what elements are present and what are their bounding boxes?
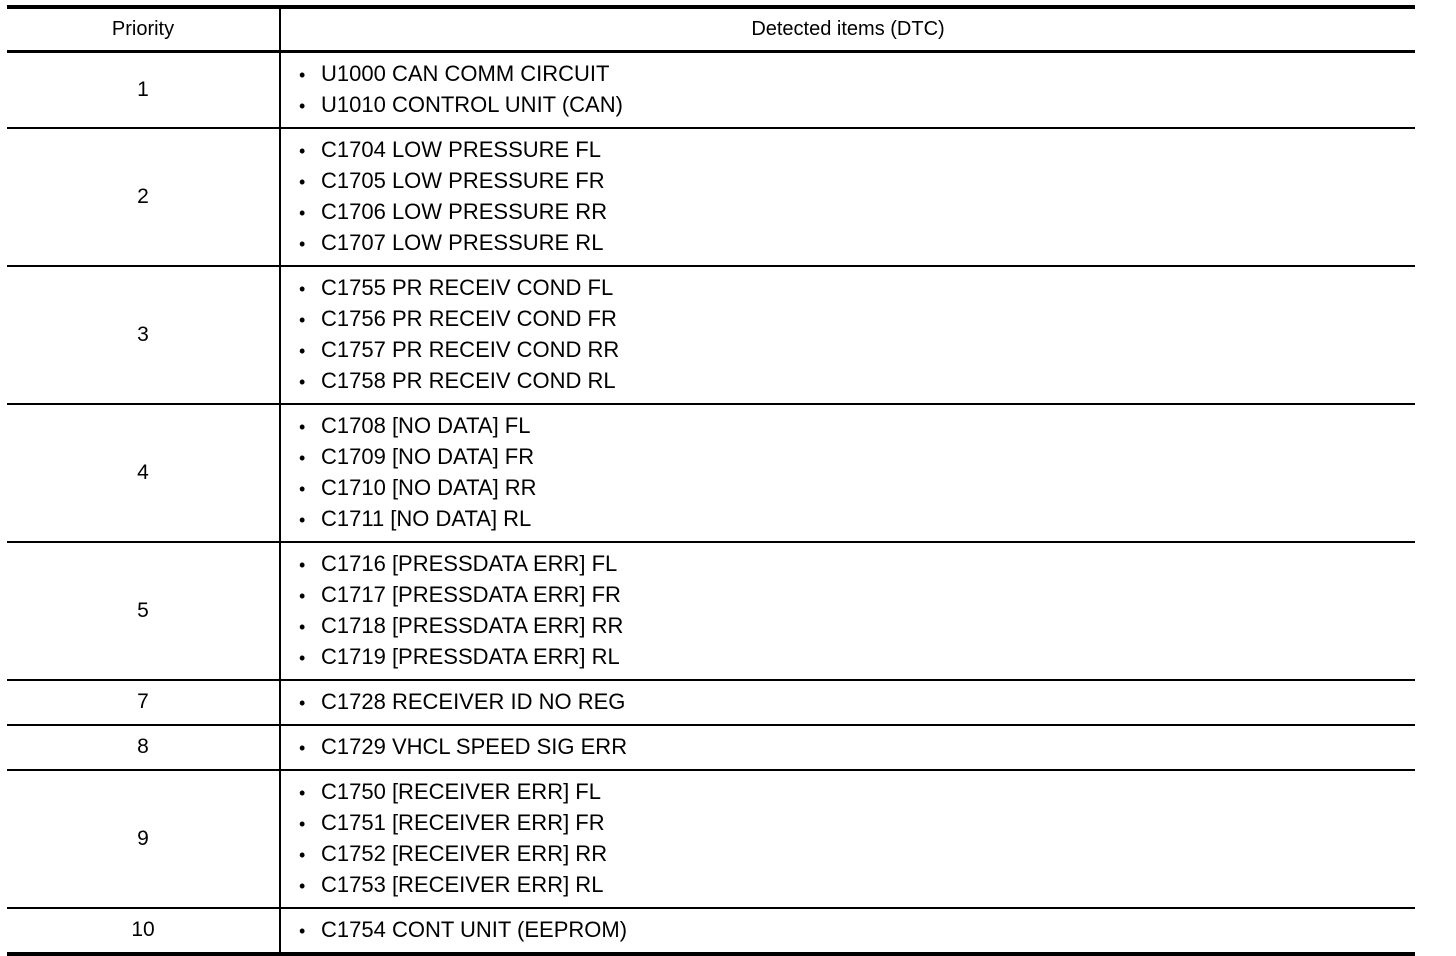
dtc-item-text: C1708 [NO DATA] FL	[321, 412, 531, 438]
dtc-item	[299, 732, 1415, 763]
dtc-list	[299, 273, 1415, 397]
table-row	[7, 266, 1415, 404]
dtc-list	[299, 59, 1415, 121]
table-body	[7, 51, 1415, 954]
dtc-list	[299, 411, 1415, 535]
priority-cell: 5	[7, 542, 280, 680]
dtc-item-text: C1752 [RECEIVER ERR] RR	[321, 840, 608, 866]
dtc-item	[299, 335, 1415, 366]
table-row	[7, 725, 1415, 770]
dtc-item	[299, 304, 1415, 335]
dtc-item-text: C1757 PR RECEIV COND RR	[321, 336, 620, 362]
priority-cell: 3	[7, 266, 280, 404]
dtc-list	[299, 915, 1415, 946]
dtc-item-text: C1704 LOW PRESSURE FL	[321, 136, 601, 162]
bullet-icon: •	[299, 416, 306, 437]
bullet-icon: •	[299, 616, 306, 637]
dtc-item-text: C1751 [RECEIVER ERR] FR	[321, 809, 605, 835]
dtc-list	[299, 687, 1415, 718]
dtc-list	[299, 135, 1415, 259]
table-header	[7, 7, 1415, 51]
dtc-item	[299, 411, 1415, 442]
dtc-item	[299, 197, 1415, 228]
dtc-item-text: C1710 [NO DATA] RR	[321, 474, 537, 500]
priority-cell: 7	[7, 680, 280, 725]
dtc-priority-table	[7, 5, 1415, 956]
detected-items-cell	[280, 404, 1415, 542]
bullet-icon: •	[299, 554, 306, 575]
priority-column-header: Priority	[7, 7, 280, 51]
dtc-item	[299, 687, 1415, 718]
detected-items-cell	[280, 725, 1415, 770]
detected-items-column-header: Detected items (DTC)	[280, 7, 1415, 51]
bullet-icon: •	[299, 509, 306, 530]
dtc-item	[299, 90, 1415, 121]
dtc-item-text: C1707 LOW PRESSURE RL	[321, 229, 604, 255]
dtc-item-text: C1728 RECEIVER ID NO REG	[321, 688, 626, 714]
detected-items-cell	[280, 908, 1415, 954]
bullet-icon: •	[299, 920, 306, 941]
dtc-item	[299, 473, 1415, 504]
detected-items-cell	[280, 770, 1415, 908]
dtc-item-text: C1709 [NO DATA] FR	[321, 443, 535, 469]
bullet-icon: •	[299, 64, 306, 85]
bullet-icon: •	[299, 278, 306, 299]
dtc-item	[299, 504, 1415, 535]
dtc-list	[299, 732, 1415, 763]
dtc-item	[299, 839, 1415, 870]
bullet-icon: •	[299, 813, 306, 834]
dtc-item	[299, 59, 1415, 90]
dtc-item	[299, 549, 1415, 580]
dtc-item-text: C1753 [RECEIVER ERR] RL	[321, 871, 604, 897]
priority-cell: 4	[7, 404, 280, 542]
dtc-item	[299, 580, 1415, 611]
dtc-item-text: C1711 [NO DATA] RL	[321, 505, 532, 531]
dtc-item	[299, 228, 1415, 259]
dtc-item-text: C1729 VHCL SPEED SIG ERR	[321, 733, 628, 759]
bullet-icon: •	[299, 171, 306, 192]
bullet-icon: •	[299, 585, 306, 606]
detected-items-cell	[280, 542, 1415, 680]
table-row	[7, 680, 1415, 725]
bullet-icon: •	[299, 875, 306, 896]
table-row	[7, 404, 1415, 542]
dtc-item	[299, 915, 1415, 946]
dtc-list	[299, 549, 1415, 673]
bullet-icon: •	[299, 844, 306, 865]
dtc-item-text: C1754 CONT UNIT (EEPROM)	[321, 916, 628, 942]
dtc-item-text: C1758 PR RECEIV COND RL	[321, 367, 616, 393]
detected-items-cell	[280, 680, 1415, 725]
bullet-icon: •	[299, 647, 306, 668]
table-row	[7, 51, 1415, 128]
bullet-icon: •	[299, 309, 306, 330]
dtc-item	[299, 166, 1415, 197]
priority-cell: 8	[7, 725, 280, 770]
dtc-item-text: C1705 LOW PRESSURE FR	[321, 167, 605, 193]
dtc-item	[299, 135, 1415, 166]
dtc-item-text: C1717 [PRESSDATA ERR] FR	[321, 581, 621, 607]
bullet-icon: •	[299, 140, 306, 161]
priority-cell: 9	[7, 770, 280, 908]
dtc-item	[299, 442, 1415, 473]
bullet-icon: •	[299, 340, 306, 361]
dtc-item	[299, 273, 1415, 304]
header-row	[7, 7, 1415, 51]
bullet-icon: •	[299, 371, 306, 392]
priority-cell: 2	[7, 128, 280, 266]
bullet-icon: •	[299, 95, 306, 116]
bullet-icon: •	[299, 233, 306, 254]
dtc-item	[299, 870, 1415, 901]
bullet-icon: •	[299, 447, 306, 468]
bullet-icon: •	[299, 737, 306, 758]
bullet-icon: •	[299, 202, 306, 223]
dtc-item-text: U1000 CAN COMM CIRCUIT	[321, 60, 610, 86]
dtc-item-text: C1719 [PRESSDATA ERR] RL	[321, 643, 620, 669]
dtc-item	[299, 642, 1415, 673]
table-row	[7, 542, 1415, 680]
bullet-icon: •	[299, 782, 306, 803]
dtc-item-text: U1010 CONTROL UNIT (CAN)	[321, 91, 623, 117]
dtc-item-text: C1716 [PRESSDATA ERR] FL	[321, 550, 618, 576]
dtc-item-text: C1756 PR RECEIV COND FR	[321, 305, 617, 331]
dtc-item	[299, 366, 1415, 397]
dtc-list	[299, 777, 1415, 901]
dtc-item	[299, 777, 1415, 808]
detected-items-cell	[280, 266, 1415, 404]
dtc-item	[299, 611, 1415, 642]
table-row	[7, 770, 1415, 908]
table-row	[7, 128, 1415, 266]
priority-cell: 10	[7, 908, 280, 954]
priority-cell: 1	[7, 51, 280, 128]
dtc-item-text: C1755 PR RECEIV COND FL	[321, 274, 614, 300]
dtc-item-text: C1750 [RECEIVER ERR] FL	[321, 778, 601, 804]
detected-items-cell	[280, 128, 1415, 266]
bullet-icon: •	[299, 478, 306, 499]
dtc-item-text: C1718 [PRESSDATA ERR] RR	[321, 612, 624, 638]
dtc-item-text: C1706 LOW PRESSURE RR	[321, 198, 608, 224]
bullet-icon: •	[299, 692, 306, 713]
dtc-item	[299, 808, 1415, 839]
table-row	[7, 908, 1415, 954]
detected-items-cell	[280, 51, 1415, 128]
